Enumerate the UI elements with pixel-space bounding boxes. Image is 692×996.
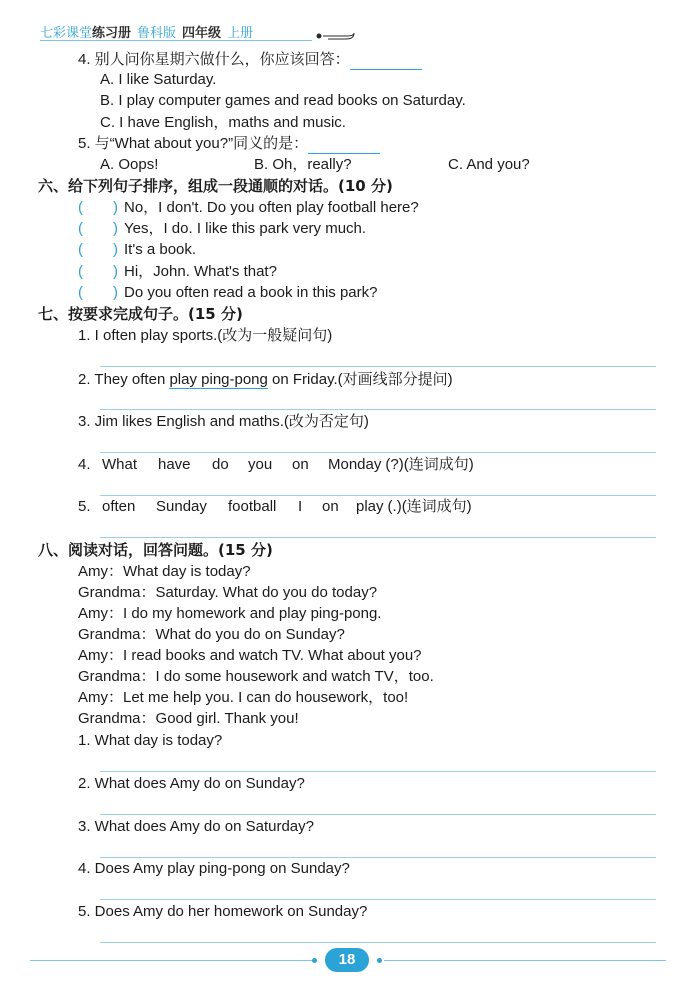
footer-dot-left — [312, 958, 317, 963]
dialogue-line: Grandma：Saturday. What do you do today? — [78, 584, 378, 601]
s7-q5 — [78, 497, 472, 517]
s8-q2-answer-line[interactable] — [100, 814, 656, 815]
s7-q4-word: have — [158, 456, 191, 473]
s7-q5-word: often — [102, 498, 136, 515]
q5-option-c: C. And you? — [448, 156, 530, 173]
s6-item-3[interactable] — [78, 240, 196, 260]
s7-q3-answer-line[interactable] — [100, 452, 656, 453]
s8-question-1: 1. What day is today? — [78, 732, 223, 749]
page-number: 18 — [325, 948, 369, 972]
s6-item-1[interactable] — [78, 198, 419, 218]
q5-option-a: A. Oops! — [100, 156, 159, 173]
header-rule — [40, 40, 312, 41]
s7-q4-word: on — [292, 456, 309, 473]
s8-q5-answer-line[interactable] — [100, 942, 656, 943]
dialogue-line: Grandma：I do some housework and watch TV，too. — [78, 668, 434, 685]
series-name: 七彩课堂 — [40, 25, 93, 40]
s7-q2-underlined: play ping-pong — [169, 371, 268, 388]
s7-q2-pre: 2. They often — [78, 371, 170, 388]
s7-q3: 3. Jim likes English and maths.(改为否定句) — [78, 413, 369, 430]
s6-item-5[interactable] — [78, 283, 378, 303]
dialogue-line: Grandma：What do you do on Sunday? — [78, 626, 345, 643]
dialogue-line: Amy：I read books and watch TV. What about you? — [78, 647, 422, 664]
q5-option-b: B. Oh，really? — [254, 156, 352, 173]
s7-q4-word: Monday — [328, 456, 382, 473]
s7-q4-word: you — [248, 456, 273, 473]
book-type: 练习册 — [92, 25, 132, 40]
grade: 四年级 — [182, 25, 222, 40]
q4-prompt-row — [78, 50, 422, 70]
s6-item-2-text: Yes，I do. I like this park very much. — [124, 220, 367, 237]
q5-prompt-row — [78, 134, 380, 154]
s6-item-3-paren[interactable]: ( ) — [78, 241, 118, 258]
s6-item-1-paren[interactable]: ( ) — [78, 199, 118, 216]
s6-item-4[interactable] — [78, 262, 277, 282]
edition: 鲁科版 — [137, 25, 177, 40]
dialogue-line: Amy：What day is today? — [78, 563, 251, 580]
q4-prompt: 4. 别人问你星期六做什么，你应该回答： — [78, 51, 350, 68]
s6-item-2-paren[interactable]: ( ) — [78, 220, 118, 237]
s6-item-2[interactable] — [78, 219, 366, 239]
s7-q4-word: do — [212, 456, 229, 473]
s8-question-5: 5. Does Amy do her homework on Sunday? — [78, 903, 368, 920]
s7-q5-answer-line[interactable] — [100, 537, 656, 538]
s6-item-3-text: It's a book. — [124, 241, 197, 258]
s7-q2-post: on Friday.(对画线部分提问) — [267, 371, 453, 388]
page-header — [40, 22, 253, 40]
q5-answer-blank[interactable] — [308, 139, 380, 154]
s8-q4-answer-line[interactable] — [100, 899, 656, 900]
s8-question-2: 2. What does Amy do on Sunday? — [78, 775, 305, 792]
s7-q4-word: What — [102, 456, 138, 473]
q4-option-a: A. I like Saturday. — [100, 71, 217, 88]
s6-item-4-paren[interactable]: ( ) — [78, 263, 118, 280]
s7-q1: 1. I often play sports.(改为一般疑问句) — [78, 327, 333, 344]
s7-q5-word: play — [356, 498, 384, 515]
s7-q5-tail: (.)(连词成句) — [387, 498, 472, 515]
footer-dot-right — [377, 958, 382, 963]
section7-title: 七、按要求完成句子。(15 分) — [38, 305, 243, 323]
s7-q4-answer-line[interactable] — [100, 495, 656, 496]
dialogue-line: Amy：Let me help you. I can do housework，too! — [78, 689, 409, 706]
s7-q2 — [78, 370, 453, 390]
footer-rule-left — [30, 960, 312, 961]
dialogue-line: Grandma：Good girl. Thank you! — [78, 710, 299, 727]
q5-prompt: 5. 与“What about you?”同义的是： — [78, 135, 309, 152]
s7-q1-answer-line[interactable] — [100, 366, 656, 367]
s7-q4-tail: (?)(连词成句) — [385, 456, 474, 473]
q5-options — [100, 155, 530, 175]
s7-q5-word: on — [322, 498, 339, 515]
section8-title: 八、阅读对话，回答问题。(15 分) — [38, 541, 273, 559]
s8-q3-answer-line[interactable] — [100, 857, 656, 858]
q4-option-c: C. I have English，maths and music. — [100, 114, 346, 131]
s7-q5-word: Sunday — [156, 498, 207, 515]
s7-q4 — [78, 455, 474, 475]
s6-item-4-text: Hi，John. What's that? — [124, 263, 277, 280]
footer-rule-right — [384, 960, 666, 961]
s8-q1-answer-line[interactable] — [100, 771, 656, 772]
s7-q4-num: 4. — [78, 456, 91, 473]
s7-q2-answer-line[interactable] — [100, 409, 656, 410]
s6-item-1-text: No，I don't. Do you often play football here? — [124, 199, 419, 216]
s7-q5-word: I — [298, 498, 303, 515]
s8-question-4: 4. Does Amy play ping-pong on Sunday? — [78, 860, 350, 877]
q4-option-b: B. I play computer games and read books on Saturday. — [100, 92, 466, 109]
volume: 上册 — [227, 25, 254, 40]
s7-q5-num: 5. — [78, 498, 91, 515]
section6-title: 六、给下列句子排序，组成一段通顺的对话。(10 分) — [38, 177, 393, 195]
header-swirl-icon — [316, 31, 356, 41]
s6-item-5-paren[interactable]: ( ) — [78, 284, 118, 301]
dialogue-line: Amy：I do my homework and play ping-pong. — [78, 605, 382, 622]
s6-item-5-text: Do you often read a book in this park? — [124, 284, 378, 301]
q4-answer-blank[interactable] — [350, 55, 422, 70]
s7-q5-word: football — [228, 498, 277, 515]
s8-question-3: 3. What does Amy do on Saturday? — [78, 818, 314, 835]
